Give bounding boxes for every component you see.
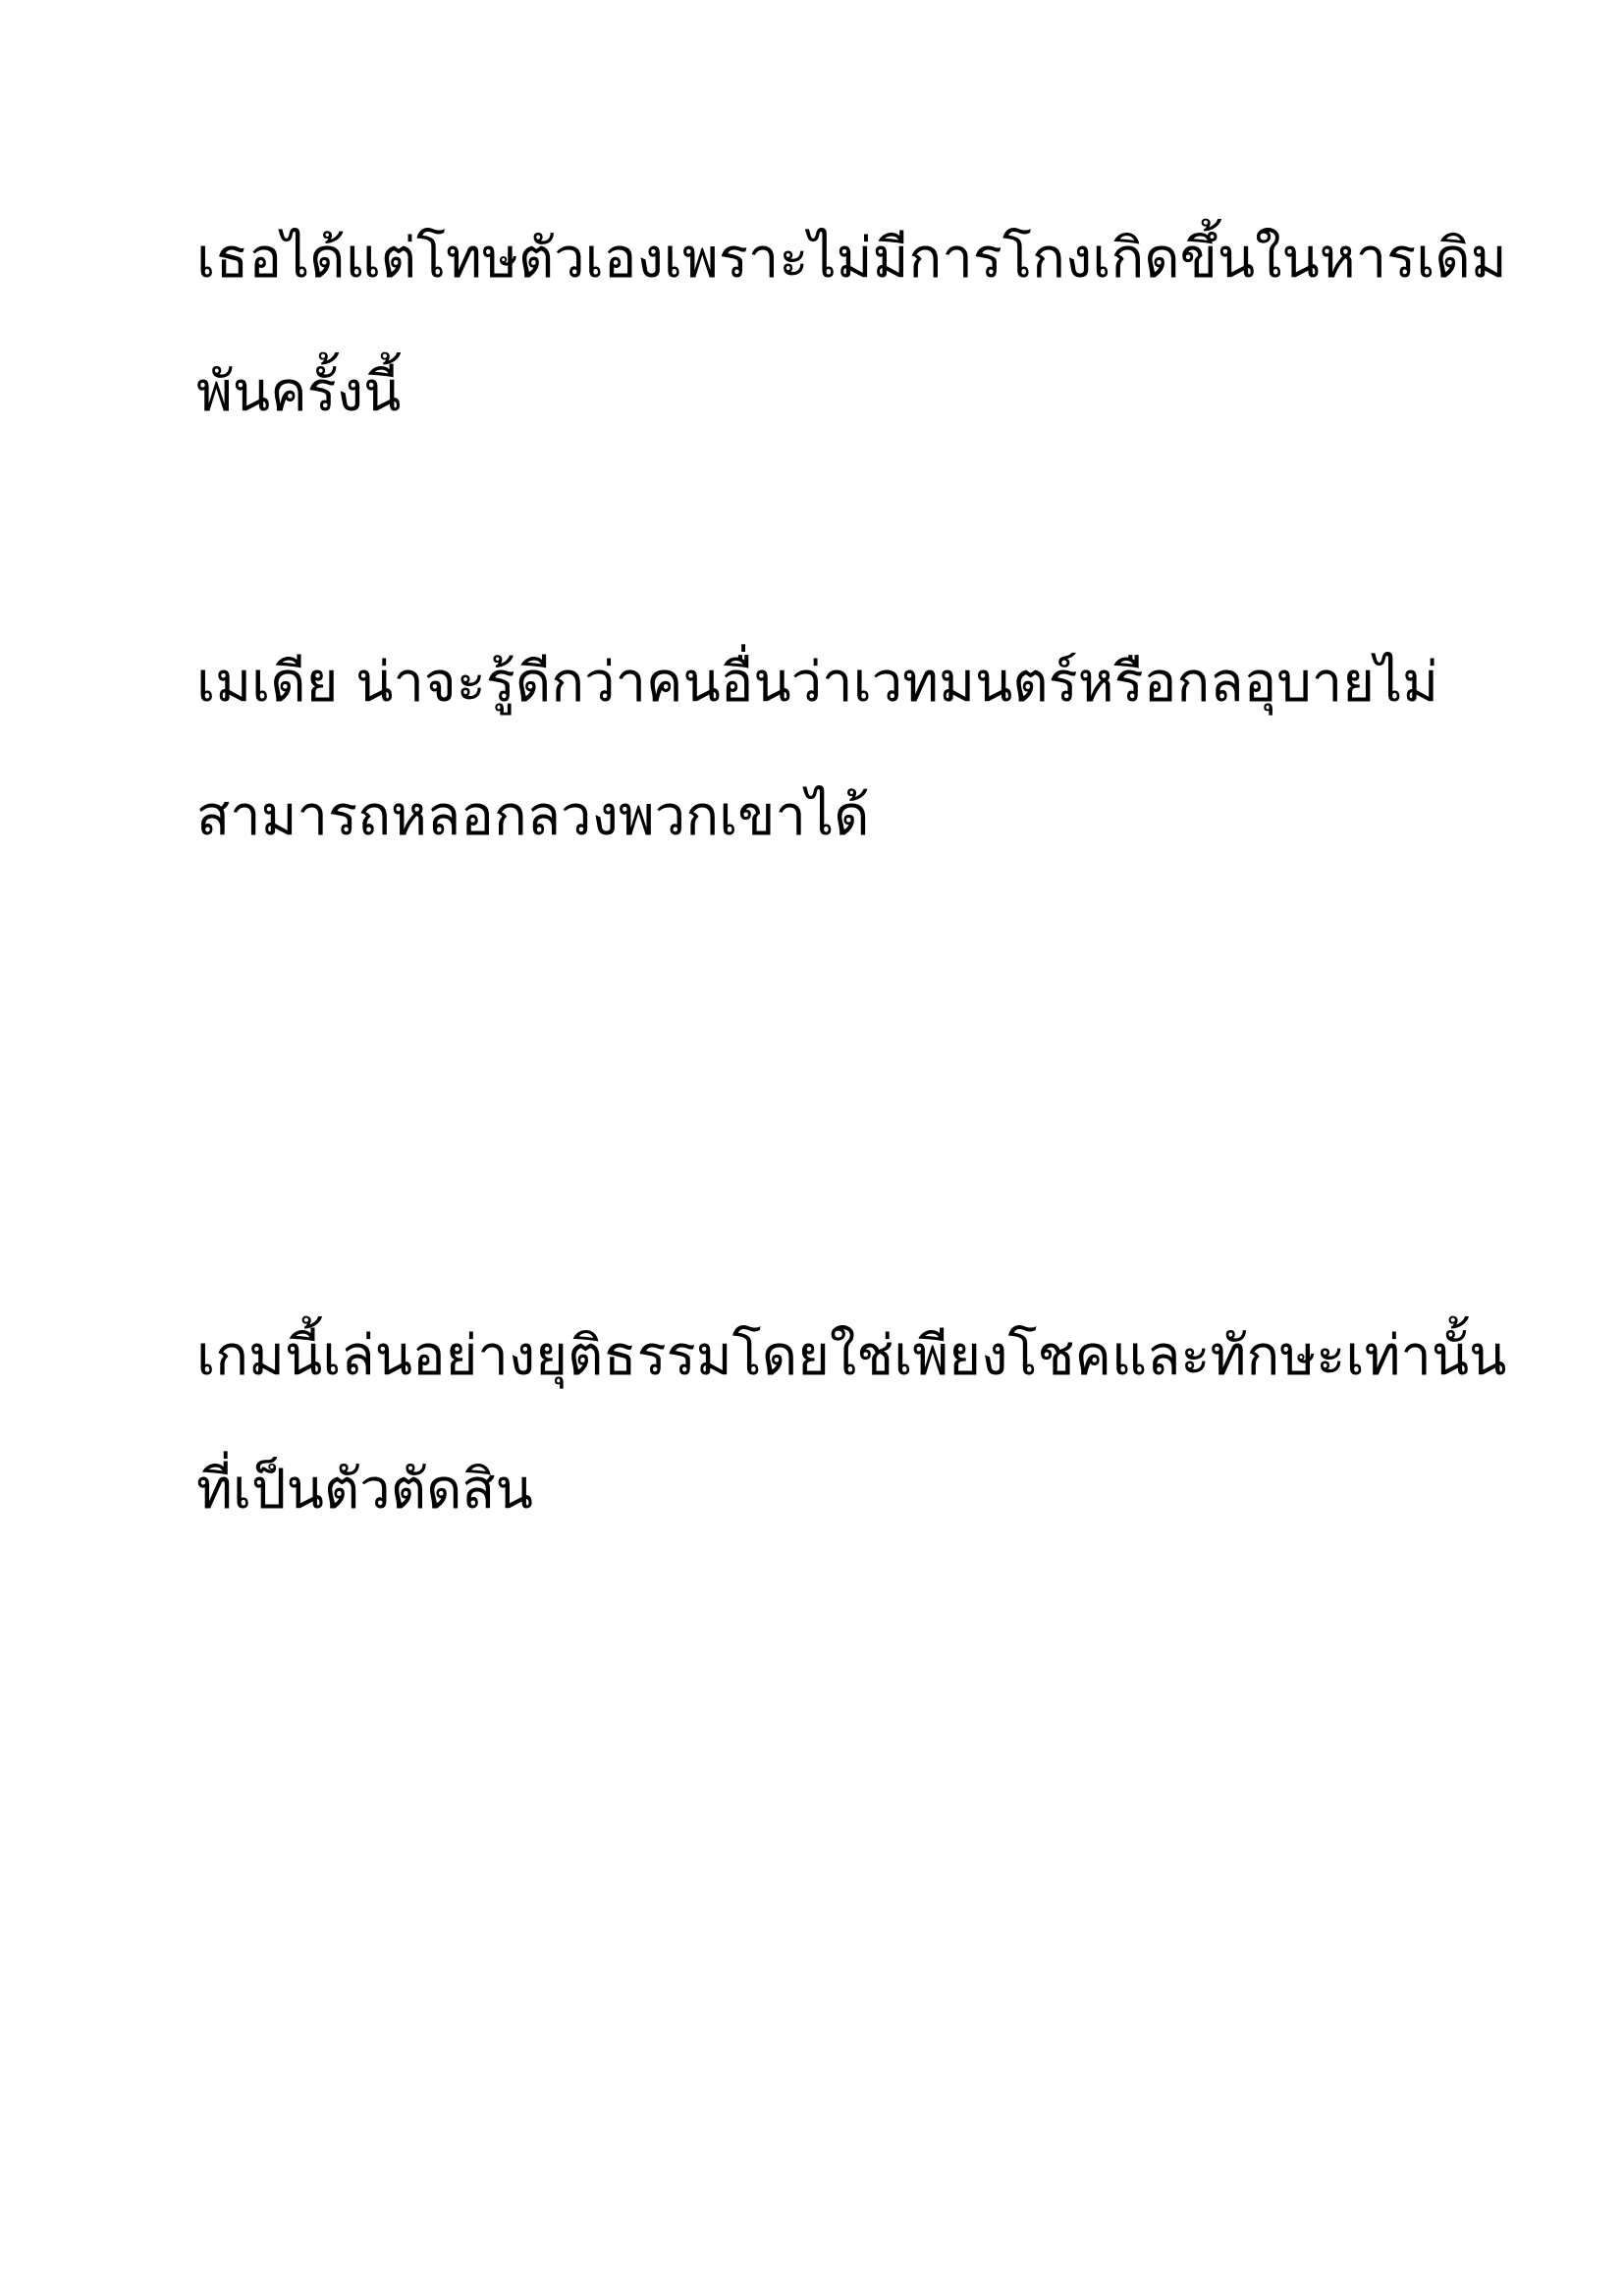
paragraph-3 bbox=[196, 1290, 1507, 1557]
paragraph-2-line-2: สามารถหลอกลวงพวกเขาได้ bbox=[196, 784, 870, 848]
paragraph-2 bbox=[196, 616, 1463, 883]
paragraph-2-line-1: เมเดีย น่าจะรู้ดีกว่าคนอื่นว่าเวทมนตร์หรือกลอุบายไม่ bbox=[196, 651, 1439, 715]
paragraph-3-line-1: เกมนี้เล่นอย่างยุติธรรมโดยใช่เพียงโชคและทักษะเท่านั้น bbox=[196, 1324, 1507, 1388]
paragraph-1 bbox=[196, 192, 1507, 459]
paragraph-3-line-2: ที่เป็นตัวตัดสิน bbox=[196, 1458, 533, 1522]
paragraph-1-line-2: พันครั้งนี้ bbox=[196, 360, 402, 424]
paragraph-1-line-1: เธอได้แต่โทษตัวเองเพราะไม่มีการโกงเกิดขึ้นในหารเดิม bbox=[196, 227, 1507, 291]
